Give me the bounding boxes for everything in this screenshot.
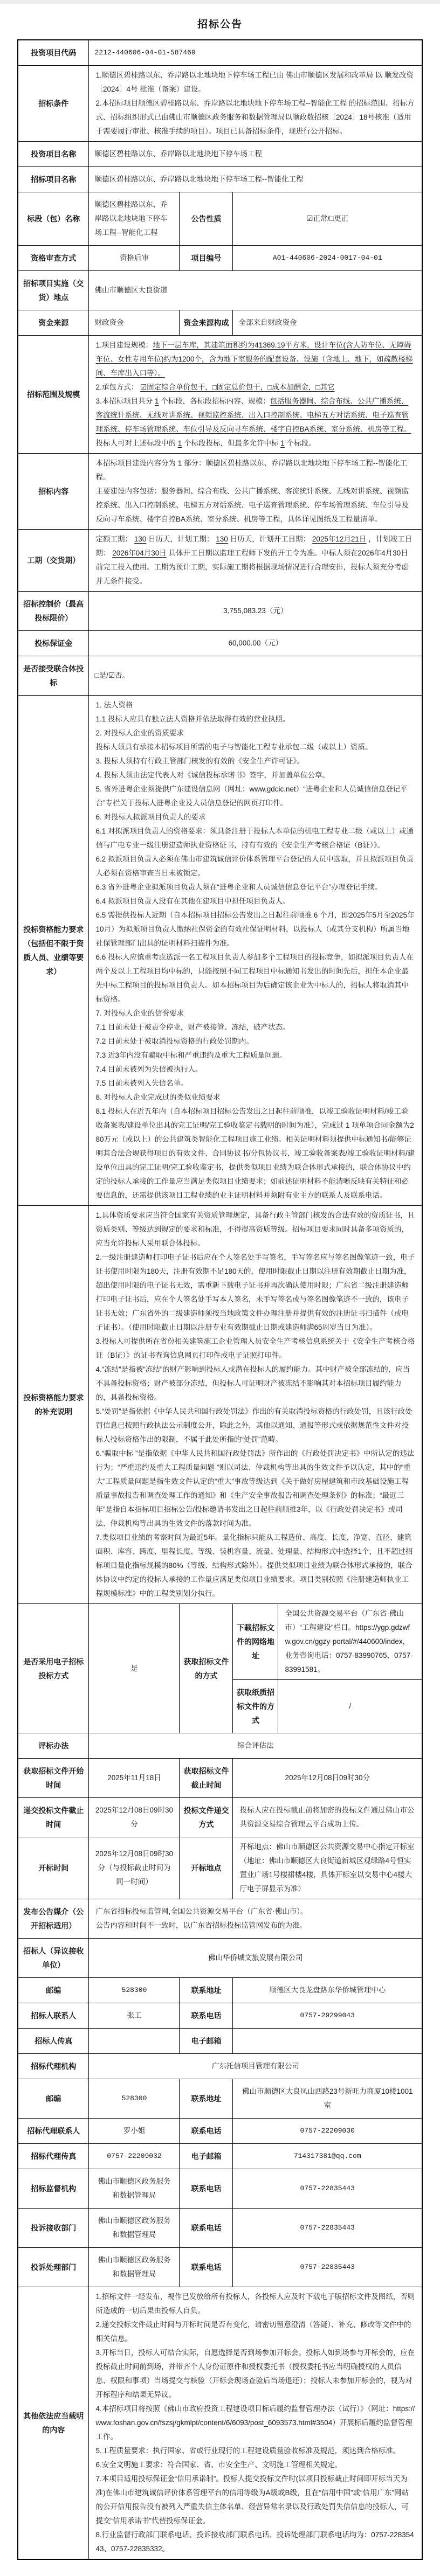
- submission-method-label: 投标文件递交方式: [180, 1798, 233, 1837]
- announcement-media-label: 发布公告媒介（公开招标适用）: [18, 1899, 89, 1939]
- row-delivery-location: [18, 271, 422, 310]
- row-other-contents: [18, 2287, 422, 2560]
- consortium-label: 是否接受联合体投标: [18, 656, 89, 696]
- paper-documents-value: /: [278, 1680, 422, 1733]
- project-number-label: 项目编号: [180, 246, 233, 271]
- tenderer-contact-value: 张工: [89, 2003, 180, 2029]
- row-tender-content: [18, 454, 422, 530]
- agency-postcode-label: 邮编: [18, 2079, 89, 2119]
- agency-value: 广东托信项目管理有限公司: [89, 2054, 422, 2079]
- row-section-name: [18, 192, 422, 246]
- complaint-receiving-value: 佛山市顺德区政务服务和数据管理局: [89, 2209, 180, 2248]
- row-document-obtain-time: [18, 1759, 422, 1798]
- row-duration: [18, 530, 422, 592]
- agency-label: 招标代理机构: [18, 2054, 89, 2079]
- obtain-documents-label: 获取招标文件的方式: [180, 1604, 233, 1733]
- tenderer-address-value: 顺德区大良龙盘路东华侨城管理中心: [233, 1978, 422, 2003]
- supervisor-phone-label: 联系电话: [180, 2169, 233, 2209]
- page-title: 招标公告: [197, 19, 243, 30]
- tenderer-contact-label: 招标人联系人: [18, 2003, 89, 2029]
- complaint-handling-label: 投诉处理部门: [18, 2248, 89, 2287]
- agency-email-value: 714317381@qq.com: [233, 2144, 422, 2169]
- agency-fax-value: 0757-22209032: [89, 2144, 180, 2169]
- row-agency: [18, 2054, 422, 2079]
- tenderer-phone-value: 0757-29299043: [233, 2003, 422, 2029]
- complaint-handling-phone-value: 0757-22835443: [233, 2248, 422, 2287]
- tenderer-email-label: 电子邮箱: [180, 2029, 233, 2054]
- download-address-label: 下载招标文件的网络地址: [233, 1604, 278, 1680]
- tender-content-label: 招标内容: [18, 454, 89, 530]
- complaint-receiving-label: 投诉接收部门: [18, 2209, 89, 2248]
- row-tenderer-postcode: [18, 1978, 422, 2003]
- agency-address-label: 联系地址: [180, 2079, 233, 2119]
- scope-line-4: 投标人可对上述标段中的 1 个标段投标，但最多允许中标 1 个标段。: [95, 439, 316, 447]
- supervisor-label: 招标监督机构: [18, 2169, 89, 2209]
- project-code-label: 投资项目代码: [18, 40, 89, 66]
- supervisor-phone-value: 0757-22835443: [233, 2169, 422, 2209]
- bid-opening-place-label: 开标地点: [180, 1837, 233, 1899]
- tender-scope-value: [89, 336, 422, 454]
- scope-line-2: 2.承包方式： ☑固定综合单价包干，□固定总价包干，□成本加酬金，□其它: [95, 383, 335, 391]
- qualification-requirements-value: 1. 法人资格 1.1 投标人应具有独立法人资格并依法取得有效的营业执照。 2. 对投标人企业的资质要求 投标人须具有承接本招标项目所需的电子与智能化工程专业承包二级（或以上）资质。 3. 投标人须持有行政主管部门核发的有效的《安全生产许可证》。 4. 投标人须由法定代表人对《诚信投标承诺书》签字，并加盖单位公章。 5. 省外进粤企业须提供广东建设信息网（网址：www.gdcic.net）“进粤企业和人员诚信信息登记平台”专栏关于投标人进粤企业及人员信息登记的网页打印件。 6. 对投标人拟派项目负责人的要求 6.1 对拟派项目负责人的资格要求：须具备注册于投标人本单位的机电工程专业二级（或以上）或通信与广电专业一级注册建造师执业资格证书，持有有效的《安全生产考核合格证（B证）》。 6.2 拟派项目负责人必须在佛山市建筑诚信评价体系管理平台登记的人员中选取，并且拟派项目负责人必须在资格审查当日未被锁定。 6.3 省外进粤企业拟派项目负责人须在“进粤企业和人员诚信信息登记平台”办理登记手续。 6.4 拟派项目负责人没有在其他在建项目中担任项目负责人。 6.5 需提供投标人近期（自本招标项目招标公告发出之日起往前顺推 6 个月，即2025年5月至2025年10月）为拟派项目负责人缴纳社保资金的有效社保证明材料，以投标人（或其分支机构）所属当地社保管理部门出具的证明材料扫描件为准。 6.6 投标人应慎重考虑选派一名工程项目负责人参加多个工程项目的投标竞争，如拟派项目负责人在两个及以上工程项目均中标的，只能按照不同工程项目中标通知书发出的时间先后，担任本企业最先中标工程项目的投标项目负责人。如本招标项目为后确定该企业为中标人的，招标人将取消其中标资格。 7. 对投标人企业的信誉要求 7.1 目前未处于被责令停业，财产被接管、冻结，破产状态。 7.2 目前未处于被取消投标资格的行政处罚期内。 7.3 近3年内没有骗取中标和严重违约及重大工程质量问题。 7.4 目前未被列为失信被执行人。 7.5 目前未被列入失信名单。 8. 对投标人企业完成过的类似业绩要求 8.1 投标人在近五年内（自本招标项目招标公告发出之日起往前顺推，以竣工验收证明材料/竣工验收备案表/建设单位出具的完工证明/完工验收鉴定书载明的时间为准），完成过 1 项单项合同金额为280万元（或以上）的公共建筑类智能化工程项目施工业绩。相关证明材料须提供中标通知书/能够证明其合法合规获得项目的有效文件、合同协议书/分包协议书、竣工验收备案表/竣工验收证明材料/建设单位出具的完工证明/完工验收鉴定书，提供类似项目业绩为联合体形式承接的，联合体协议中约定的投标人承接的工作量应当满足类似项目业绩要求；如前述证明材料不能清晰反映有关特征和必要信息的，还需提供该项目工程业绩的业主证明材料并须附有业主方的联系人及联系电话。: [89, 696, 422, 1206]
- document-start-time-value: 2025年11月18日: [89, 1759, 180, 1798]
- tender-conditions-value: 1.顺德区碧桂路以东、乔岸路以北地块地下停车场工程已由 佛山市顺德区发展和改革局 以 顺发改资〔2024〕4号 批准（备案）建设。 2.本招标项目顺德区碧桂路以东、乔岸路以北地块地下停车场工程--智能化工程 的招标范围、招标方式、招标组织形式已由佛山市顺德区政务服务和数据管理局以顺政数招核〔2024〕18号核准（适用于需要履行审批、核准手续的项目）。项目已具备招标条件，现进行公开招标。: [89, 66, 422, 142]
- complaint-handling-value: 佛山市顺德区政务服务和数据管理局: [89, 2248, 180, 2287]
- tenderer-phone-label: 联系电话: [180, 2003, 233, 2029]
- tender-project-name-value: 顺德区碧桂路以东、乔岸路以北地块地下停车场工程--智能化工程: [89, 167, 422, 192]
- bid-opening-place-value: 开标地点：佛山市顺德区公共资源交易中心指定开标室（地址：佛山市顺德区大良街道新城区观绿路4号恒实置业广场1号楼裙楼4楼，具体开标室以交易中心4楼大厅电子屏显示为准）: [233, 1837, 422, 1899]
- document-end-time-value: 2025年12月08日09时30分: [233, 1759, 422, 1798]
- announcement-media-value: 广东省招标投标监管网,全国公共资源交易平台（广东省·佛山市）。 公告内容和时间不一致时，以广东省招标投标监管网发布的为准。: [89, 1899, 422, 1939]
- tenderer-email-value: [233, 2029, 422, 2054]
- row-ceiling-price: [18, 592, 422, 631]
- tenderer-address-label: 联系地址: [180, 1978, 233, 2003]
- row-announcement-media: [18, 1899, 422, 1939]
- tender-project-name-label: 招标项目名称: [18, 167, 89, 192]
- row-agency-contact: [18, 2119, 422, 2144]
- other-contents-value: 1.招标文件一经发布，视作已发放给所有投标人，各投标人应及时下载电子版招标文件及图纸，否则所造成的一切后果由投标人自负。 2.递交投标文件截止时间与开标时间是否有变化，请密切留意澄清（答疑）、补充、修改等文件中的相关信息。 3.开标当日，投标人可结合实际，自愿选择是否到场参加开标会。投标人如到场参与开标会的，应在投标截止时间前到场，并带齐个人身份证原件和授权委托书（授权委托书应当明确授权的人员信息、权限和事项）当场提交与核验（开标会现场查验后当场退还）；投标人未参加开标会的，视为对开标程序和结果无异议。 4.本招标项目将按照《佛山市政府投资工程建设项目标后履约监督管理办法（试行）》（网址：https://www.foshan.gov.cn/fszsj/gkmlpt/content/6/6093/post_6093573.html#3504）开展标后履约监督管理工作。 5.工程质量要求：执行国家、省或行业现行的工程建设质量验收标准及规范，须达到合格标准。 6.安全文明施工要求：符合国家、省、市安全生产、文明施工管理相关规定。 7.本项目适用投标保证金“信用承诺制”。投标人提交投标文件时(以项目投标截止时间即开标当天为准)在佛山市建筑诚信评价体系管理平台的信用等级为A级或B级，且在“信用中国”或“信用广东”网站的公开信用报告没有被列入严重失信主体名单、经营异常名录以及行政处罚失信信息的投标人，可提交“信用承诺书”代替投标保证金。 8.行业监督行政部门联系电话、投诉接收部门联系电话、投诉处理部门联系电话均为：0757-22835443、0757-22835332。: [89, 2287, 422, 2560]
- electronic-bidding-label: 是否采用电子招标投标方式: [18, 1604, 89, 1733]
- agency-phone-value: 0757-22209030: [233, 2119, 422, 2144]
- row-investment-project-name: [18, 142, 422, 167]
- tenderer-fax-value: [89, 2029, 180, 2054]
- bid-opening-time-value: 2025年12月08日09时30分（与投标截止时间为同一时间）: [89, 1837, 180, 1899]
- submission-deadline-value: 2025年12月08日09时30分: [89, 1798, 180, 1837]
- evaluation-method-label: 评标办法: [18, 1733, 89, 1759]
- bid-opening-time-label: 开标时间: [18, 1837, 89, 1899]
- tenderer-fax-label: 招标人传真: [18, 2029, 89, 2054]
- consortium-value: □是/☑否。: [89, 656, 422, 696]
- notice-nature-value: ☑正常/□更正: [233, 192, 422, 246]
- qualification-requirements-label: 投标资格能力要求（包括但不限于资质人员、业绩等要求）: [18, 696, 89, 1206]
- project-number-value: A01-440606-2024-0017-04-01: [233, 246, 422, 271]
- agency-phone-label: 联系电话: [180, 2119, 233, 2144]
- tender-conditions-label: 招标条件: [18, 66, 89, 142]
- bid-bond-value: 60,000.00（元）: [89, 631, 422, 656]
- row-qualification-requirements: [18, 696, 422, 1206]
- tender-scope-label: 招标范围及规模: [18, 336, 89, 454]
- document-end-time-label: 获取招标文件截止时间: [180, 1759, 233, 1798]
- scope-line-3: 3.本招标项目共分 1 个标段，各标段招标内容、规模：包括服务器间、综合布线、公共广播系统、客流统计系统、无线对讲系统、视频监控系统、出入口控制系统、电梯五方对话系统、电子巡查管理系统、停车场管理系统、车位引导及反向寻车系统、楼宇自控BA系统、室分系统、机房等工程。: [95, 397, 411, 433]
- agency-fax-label: 招标代理传真: [18, 2144, 89, 2169]
- agency-postcode-value: 528300: [89, 2079, 180, 2119]
- row-evaluation-method: [18, 1733, 422, 1759]
- row-qualification-supplement: [18, 1206, 422, 1604]
- tender-announcement-table: [17, 39, 423, 2560]
- submission-deadline-label: 递交投标文件截止时间: [18, 1798, 89, 1837]
- paper-documents-label: 获取纸质招标文件的方式: [233, 1680, 278, 1733]
- tenderer-value: 佛山华侨城文旅发展有限公司: [89, 1939, 422, 1978]
- fund-composition-label: 资金来源构成: [180, 310, 233, 336]
- row-electronic-bidding: [18, 1604, 422, 1680]
- prequalification-value: 资格后审: [89, 246, 180, 271]
- duration-label: 工期（交货期）: [18, 530, 89, 592]
- delivery-location-label: 招标项目实施（交货）地点: [18, 271, 89, 310]
- agency-contact-label: 招标代理联系人: [18, 2119, 89, 2144]
- agency-email-label: 电子邮箱: [180, 2144, 233, 2169]
- qualification-supplement-label: 投标资格能力要求的补充说明: [18, 1206, 89, 1604]
- row-consortium: [18, 656, 422, 696]
- row-agency-postcode: [18, 2079, 422, 2119]
- row-supervisor: [18, 2169, 422, 2209]
- row-prequalification: [18, 246, 422, 271]
- complaint-receiving-phone-label: 联系电话: [180, 2209, 233, 2248]
- prequalification-label: 资格审查方式: [18, 246, 89, 271]
- qualification-supplement-value: 1.具体资质要求应当符合国家有关资质管理规定，具备行政主管部门核发的合法有效的资质证书，且资质类别、等级达到规定的要求和标准，不得提高资质等级。招标项目要求同时具备多项资质的，应当允许投标人采用联合体投标。 2.一级注册建造师打印电子证书后应在个人签名处手写签名，手写签名应与签名图像笔迹一致，电子证书使用时限为180天，注册有效期不足180天的，使用时限截止日期以注册有效期截止日期为准，超出使用时限的电子证书无效，需重新下载电子证书并再次确认使用时限；广东省二级注册建造师打印电子证书后，应在个人签名处手写本人签名，未手写签名或与签名图像笔迹不一致的，该电子证书无效；广东省外的二级建造师须按当地政策文件办理注册并提供有效的注册证书扫描件（或电子证书）。（使用时限截止日期以注册专业有效期截止日期或建造师满65周岁当日为准）。 3.投标人可提供所在省份相关建筑施工企业管理人员安全生产考核信息系统关于《安全生产考核合格证（B证）》的证书查询信息网页打印件或电子证照打印件。 4.“冻结”是指被“冻结”的财产影响到投标人或潜在投标人的履约能力。其中财产被全部冻结的，应当不具备投标资格；财产被部分冻结，但投标人可证明财产被冻结不影响其对本招标项目履约能力的，具备投标资格。 5.“处罚”是指依据《中华人民共和国行政处罚法》作出的有关取消投标资格的行政处罚，且该行政处罚信息已按照行政执法公示制度公开，除此之外，其他以通知、通报等形式或依据规范性文件对投标人投标资格作出的限制，不属于此处所指的“处罚”范畴。 6.“骗取中标 ”是指依据《中华人民共和国行政处罚法》所作出的《行政处罚决定书》中所认定的违法行为；“严重违约及重大工程质量问题 ”则以司法、仲裁机构等出具的生效文件予以认定，其中的“重大”工程质量问题是指生效文件认定的“重大”事故等级达到《关于做好房屋建筑和市政基础设施工程质量事故报告和调查处理工作的通知》和《生产安全事故报告和调查处理条例》的标准；“最近三年”是指自本招标项目招标公告/投标邀请书发出之日起往前顺推3年，以《行政处罚决定书》或司法、仲裁机构等出具的生效文件的落款时间为准。 7.类似项目业绩的考察时间为最近5年。量化指标只能从工程造价、高度、长度、净宽、直径、建筑面积、库容、跨度、里程长度、等级、装机容量、流量、处理量、结构形式中选择1个，且不超过招标项目量化指标规模的80%（等级、结构形式除外）。提供类似项目业绩为联合体形式承接的，联合体协议中约定的投标人承接的工作量应满足类似项目业绩要求。项目类别按照《注册建造师执业工程规模标准》中的工程类别划分执行。: [89, 1206, 422, 1604]
- other-contents-label: 其他依法应当载明的内容: [18, 2287, 89, 2560]
- row-bid-opening: [18, 1837, 422, 1899]
- evaluation-method-value: 综合评估法: [89, 1733, 422, 1759]
- row-tender-scope: [18, 336, 422, 454]
- page-top-strip: [0, 0, 440, 4]
- row-complaint-handling: [18, 2248, 422, 2287]
- row-agency-fax: [18, 2144, 422, 2169]
- tenderer-postcode-label: 邮编: [18, 1978, 89, 2003]
- tender-content-value: 本招标项目建设内容分为 1 部分：顺德区碧桂路以东、乔岸路以北地块地下停车场工程--智能化工程。 主要建设内容包括：服务器间、综合布线、公共广播系统、客流统计系统、无线对讲系统、视频监控系统、出入口控制系统、电梯五方对话系统、电子巡查管理系统、停车场管理系统、车位引导及反向寻车系统、楼宇自控BA系统、室分系统、机房等工程，具体详见图纸及工程量清单。: [89, 454, 422, 530]
- investment-project-name-value: 顺德区碧桂路以东、乔岸路以北地块地下停车场工程: [89, 142, 422, 167]
- row-tenderer: [18, 1939, 422, 1978]
- scope-line-1: 1.项目建设规模：地下一层车库，其建筑面积约为41369.19平方米，设计车位(含人防车位、无障碍车位、女性专用车位)约为1200个，含为地下室服务的配套设备、设施（含地上、地下，如疏散楼梯间、车库出入口等）。: [95, 341, 413, 377]
- row-submission-deadline: [18, 1798, 422, 1837]
- row-tenderer-fax: [18, 2029, 422, 2054]
- submission-method-value: 投标人应在投标截止前将加密的投标文件通过佛山市公共资源交易综合管理云平台成功上传。: [233, 1798, 422, 1837]
- delivery-location-value: 佛山市顺德区大良街道: [89, 271, 422, 310]
- ceiling-price-label: 招标控制价（最高投标限价）: [18, 592, 89, 631]
- complaint-receiving-phone-value: 0757-22835443: [233, 2209, 422, 2248]
- electronic-bidding-value: 是: [89, 1604, 180, 1733]
- agency-contact-value: 罗小姐: [89, 2119, 180, 2144]
- bid-bond-label: 投标保证金: [18, 631, 89, 656]
- section-name-label: 标段（包）名称: [18, 192, 89, 246]
- tenderer-postcode-value: 528300: [89, 1978, 180, 2003]
- row-project-code: [18, 40, 422, 66]
- tenderer-label: 招标人（异议接收单位）: [18, 1939, 89, 1978]
- duration-value: 定额工期： 130 日历天，计划工期： 130 日历天，计划开工日期： 2025年12月21日 ，计划竣工日期： 2026年04月30日 具体开工日期以监理工程师下发的开工令为准。中标人须在2026年4月30日前完工投入使用。工期为预计工期，实际施工期将根据现场情况进行合理安排，投标人须充分考虑并无条件接受。: [89, 530, 422, 592]
- complaint-handling-phone-label: 联系电话: [180, 2248, 233, 2287]
- row-bid-bond: [18, 631, 422, 656]
- row-tenderer-contact: [18, 2003, 422, 2029]
- row-tender-project-name: [18, 167, 422, 192]
- document-start-time-label: 获取招标文件开始时间: [18, 1759, 89, 1798]
- notice-nature-label: 公告性质: [180, 192, 233, 246]
- supervisor-value: 佛山市顺德区政务服务和数据管理局: [89, 2169, 180, 2209]
- project-code-value: 2212-440606-04-01-587469: [89, 40, 422, 66]
- investment-project-name-label: 投资项目名称: [18, 142, 89, 167]
- ceiling-price-value: 3,755,083.23（元）: [89, 592, 422, 631]
- fund-source-label: 资金来源: [18, 310, 89, 336]
- section-name-value: 顺德区碧桂路以东、乔岸路以北地块地下停车场工程--智能化工程: [89, 192, 180, 246]
- fund-composition-value: 全部来自财政资金: [233, 310, 422, 336]
- fund-source-value: 财政资金: [89, 310, 180, 336]
- agency-address-value: 佛山市顺德区大良凤山西路23号新旺力商厦10楼1001室: [233, 2079, 422, 2119]
- row-tender-conditions: [18, 66, 422, 142]
- row-fund-source: [18, 310, 422, 336]
- download-address-value: 全国公共资源交易平台（广东省·佛山市）“工程建设”栏目。https://ygp.gdzwfw.gov.cn/ggzy-portal/#/440600/index，业务咨询电话：0757-83990765、0757-83991581。: [278, 1604, 422, 1680]
- row-complaint-receiving: [18, 2209, 422, 2248]
